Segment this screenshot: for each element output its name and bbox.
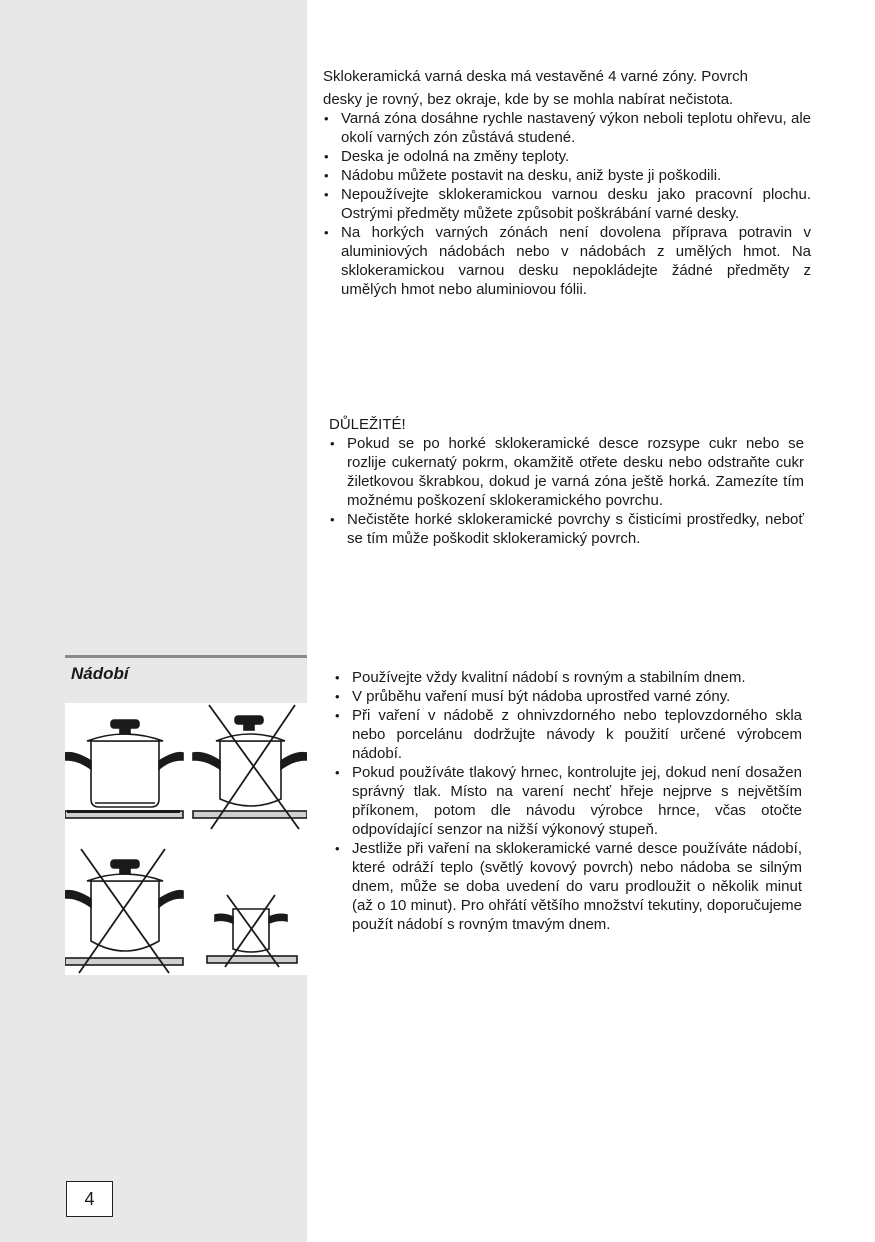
list-item: • Pokud používáte tlakový hrnec, kontrolujte jej, dokud není dosažen správný tlak. Místo na varení nechť hřeje nejprve s největším příkonem, potom dle návodu výrobce hrnce, včas otočte odpovídající senzor na nižší výkonový stupeň. — [334, 763, 802, 839]
important-section — [329, 415, 804, 548]
list-item: • Při vaření v nádobě z ohnivzdorného nebo teplovzdorného skla nebo porcelánu dodržujte návody k použití určené výrobcem nádobí. — [334, 706, 802, 763]
cookware-section-title: Nádobí — [71, 664, 129, 683]
intro-bullet-list — [323, 109, 811, 299]
cookware-bullet-list — [334, 668, 802, 934]
incorrect-pot-icon — [193, 705, 307, 829]
page-number: 4 — [66, 1181, 113, 1217]
section-divider — [65, 655, 307, 658]
list-item: • Deska je odolná na změny teploty. — [323, 147, 811, 166]
intro-lead-line2: desky je rovný, bez okraje, kde by se mohla nabírat nečistota. — [323, 91, 734, 108]
important-heading: DŮLEŽITÉ! — [329, 416, 406, 433]
list-item: • Používejte vždy kvalitní nádobí s rovným a stabilním dnem. — [334, 668, 802, 687]
list-item: • Nepoužívejte sklokeramickou varnou desku jako pracovní plochu. Ostrými předměty můžete způsobit poškrábání varné desky. — [323, 185, 811, 223]
correct-pot-icon — [65, 720, 183, 818]
cookware-illustration — [65, 703, 307, 975]
list-item: • Na horkých varných zónách není dovolena příprava potravin v aluminiových nádobách nebo v nádobách z umělých hmot. Na sklokeramickou varnou desku nepokládejte žádné předměty z umělých hmot nebo aluminiovou fólii. — [323, 223, 811, 299]
sidebar-panel — [0, 0, 307, 1242]
cookware-diagram — [65, 703, 307, 975]
list-item: • V průběhu vaření musí být nádoba uprostřed varné zóny. — [334, 687, 802, 706]
list-item: • Nádobu můžete postavit na desku, aniž byste ji poškodili. — [323, 166, 811, 185]
cookware-section — [334, 668, 802, 934]
intro-lead-line1: Sklokeramická varná deska má vestavěné 4 varné zóny. Povrch — [323, 68, 748, 85]
incorrect-pot-icon — [207, 895, 297, 967]
list-item: • Nečistěte horké sklokeramické povrchy s čisticími prostředky, neboť se tím může poškodit sklokeramický povrch. — [329, 510, 804, 548]
list-item: • Pokud se po horké sklokeramické desce rozsype cukr nebo se rozlije cukernatý pokrm, okamžitě otřete desku nebo odstraňte cukr žiletkovou škrabkou, dokud je varná zóna ještě horká. Zamezíte tím možnému poškození sklokeramického povrchu. — [329, 434, 804, 510]
important-bullet-list — [329, 434, 804, 548]
intro-section — [323, 67, 811, 299]
list-item: • Varná zóna dosáhne rychle nastavený výkon neboli teplotu ohřevu, ale okolí varných zón zůstává studené. — [323, 109, 811, 147]
incorrect-pot-icon — [65, 849, 183, 973]
list-item: • Jestliže při vaření na sklokeramické varné desce používáte nádobí, které odráží teplo (světlý kovový povrch) nebo nádoba se silným dnem, může se doba uvedení do varu prodloužit o několik minut (až o 10 minut). Pro ohřátí většího množství tekutiny, doporučujeme použít nádobí s rovným tmavým dnem. — [334, 839, 802, 934]
